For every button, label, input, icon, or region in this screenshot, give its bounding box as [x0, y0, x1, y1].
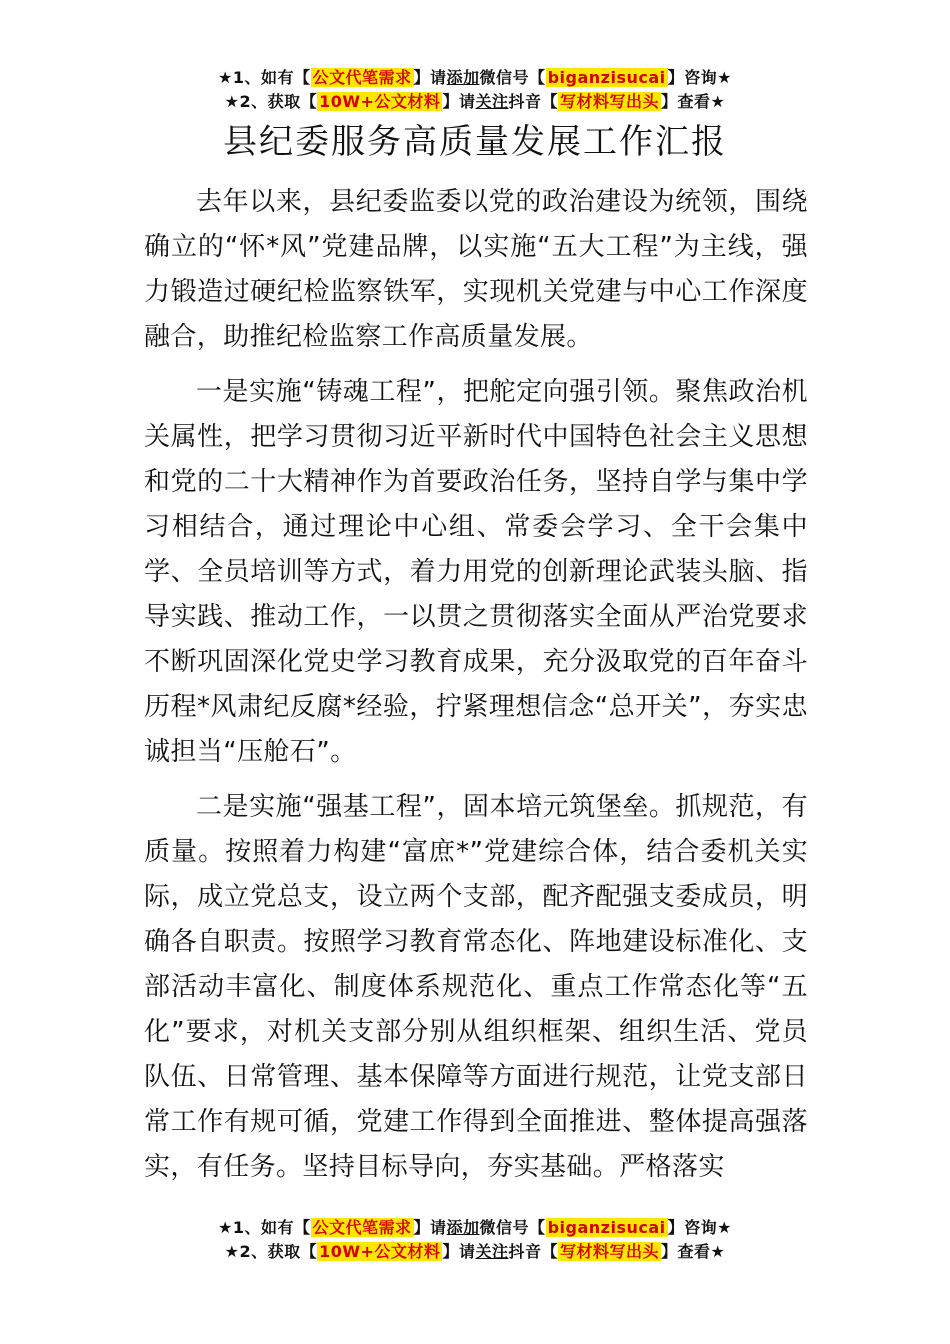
banner-highlight: 公文代笔需求	[312, 68, 412, 87]
paragraph-foundation-project: 二是实施“强基工程”，固本培元筑堡垒。抓规范，有质量。按照着力构建“富庶*”党建综合体，结合委机关实际，成立党总支，设立两个支部，配齐配强支委成员，明确各自职责。按照学习教育常态化、阵地建设标准化、支部活动丰富化、制度体系规范化、重点工作常态化等“五化”要求，对机关支部分别从组织框架、组织生活、党员队伍、日常管理、基本保障等方面进行规范，让党支部日常工作有规可循，党建工作得到全面推进、整体提高强落实，有任务。坚持目标导向，夯实基础。严格落实	[144, 792, 808, 1182]
banner-underlined: 关注	[475, 1242, 509, 1261]
banner-highlight: 写材料写出头	[559, 92, 659, 111]
banner-highlight: 10W+公文材料	[319, 1242, 441, 1261]
banner-highlight: biganzisucai	[547, 1218, 666, 1237]
banner-line-1: ★1、如有【 公文代笔需求 】请添加微信号【 biganzisucai 】咨询★	[218, 68, 732, 87]
banner-highlight: biganzisucai	[547, 68, 666, 87]
document-body	[144, 180, 808, 1200]
header-banner	[0, 66, 950, 114]
banner-underlined: 添加	[446, 68, 480, 87]
document-title: 县纪委服务高质量发展工作汇报	[223, 122, 727, 162]
banner-underlined: 添加	[446, 1218, 480, 1237]
banner-line-2: ★2、获取【 10W+公文材料 】请关注抖音【 写材料写出头 】查看★	[224, 92, 726, 111]
banner-highlight: 写材料写出头	[559, 1242, 659, 1261]
banner-underlined: 关注	[475, 92, 509, 111]
banner-line-1: ★1、如有【 公文代笔需求 】请添加微信号【 biganzisucai 】咨询★	[218, 1218, 732, 1237]
banner-line-2: ★2、获取【 10W+公文材料 】请关注抖音【 写材料写出头 】查看★	[224, 1242, 726, 1261]
paragraph-intro: 去年以来，县纪委监委以党的政治建设为统领，围绕确立的“怀*风”党建品牌，以实施“五大工程”为主线，强力锻造过硬纪检监察铁军，实现机关党建与中心工作深度融合，助推纪检监察工作高质量发展。	[144, 187, 808, 352]
banner-highlight: 公文代笔需求	[312, 1218, 412, 1237]
banner-highlight: 10W+公文材料	[319, 92, 441, 111]
paragraph-soul-project: 一是实施“铸魂工程”，把舵定向强引领。聚焦政治机关属性，把学习贯彻习近平新时代中国特色社会主义思想和党的二十大精神作为首要政治任务，坚持自学与集中学习相结合，通过理论中心组、常委会学习、全干会集中学、全员培训等方式，着力用党的创新理论武装头脑、指导实践、推动工作，一以贯之贯彻落实全面从严治党要求不断巩固深化党史学习教育成果，充分汲取党的百年奋斗历程*风肃纪反腐*经验，拧紧理想信念“总开关”，夯实忠诚担当“压舱石”。	[144, 377, 808, 767]
footer-banner	[0, 1216, 950, 1264]
